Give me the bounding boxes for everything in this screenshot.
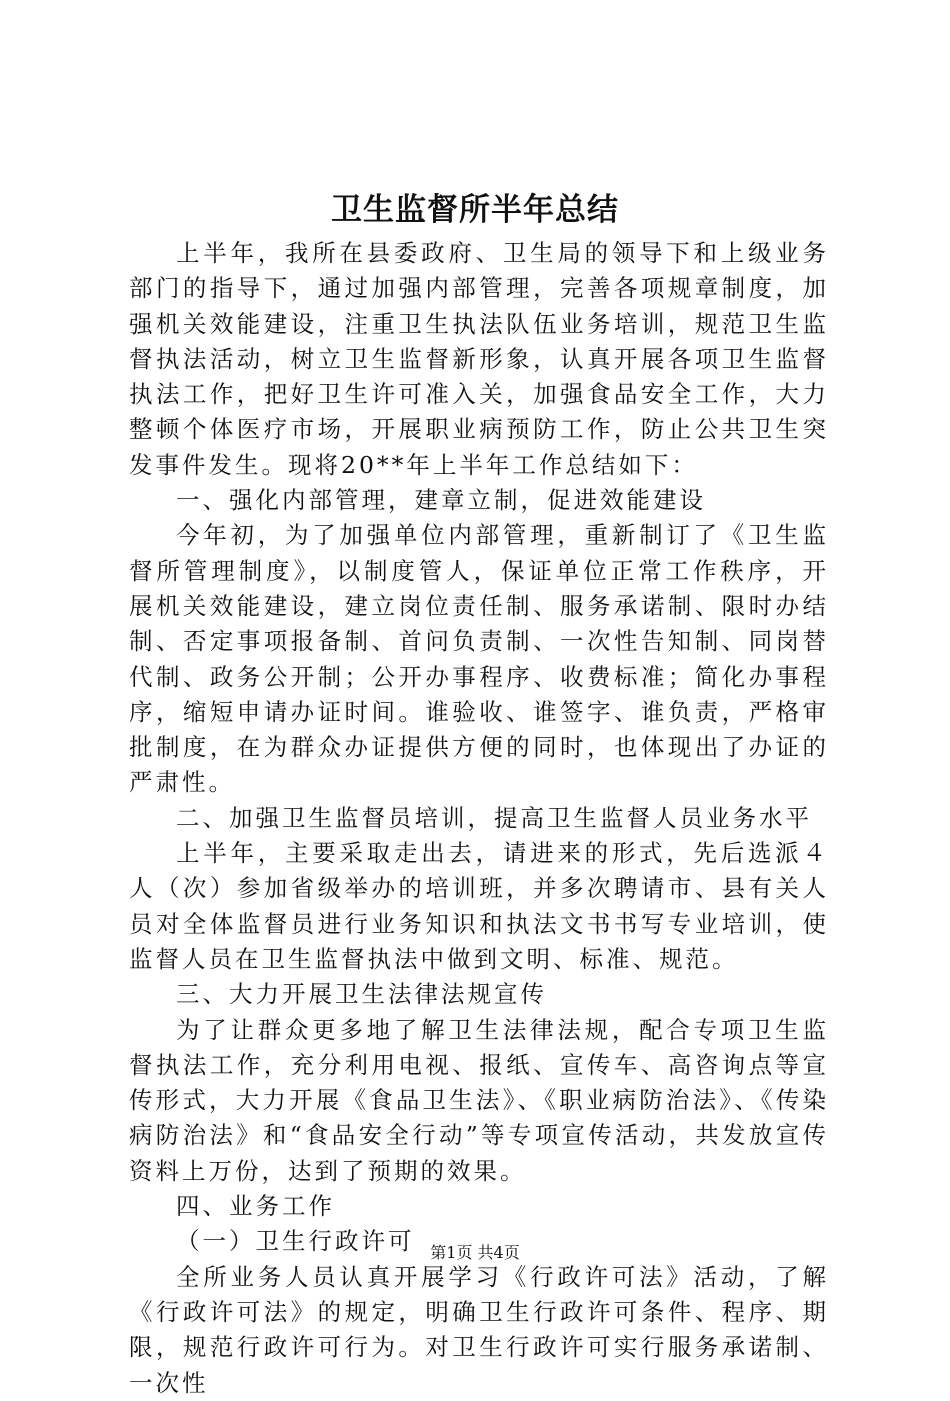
section-heading-3: 三、大力开展卫生法律法规宣传 <box>176 980 547 1009</box>
paragraph-intro: 上半年，我所在县委政府、卫生局的领导下和上级业务部门的指导下，通过加强内部管理，完善各项规章制度，加强机关效能建设，注重卫生执法队伍业务培训，规范卫生监督执法活动，树立卫生监督新形象，认真开展各项卫生监督执法工作，把好卫生许可准入关，加强食品安全工作，大力整顿个体医疗市场，开展职业病预防工作，防止公共卫生突发事件发生。现将20**年上半年工作总结如下： <box>129 239 829 479</box>
subsection-heading-4-1: （一）卫生行政许可 <box>176 1227 415 1256</box>
document-title: 卫生监督所半年总结 <box>331 192 619 228</box>
paragraph-section-3: 为了让群众更多地了解卫生法律法规，配合专项卫生监督执法工作，充分利用电视、报纸、宣传车、高咨询点等宣传形式，大力开展《食品卫生法》、《职业病防治法》、《传染病防治法》和“食品安全行动”等专项宣传活动，共发放宣传资料上万份，达到了预期的效果。 <box>129 1015 829 1185</box>
paragraph-section-2: 上半年，主要采取走出去，请进来的形式，先后选派４人（次）参加省级举办的培训班，并多次聘请市、县有关人员对全体监督员进行业务知识和执法文书书写专业培训，使监督人员在卫生监督执法中做到文明、标准、规范。 <box>129 839 829 973</box>
paragraph-subsection-4-1: 全所业务人员认真开展学习《行政许可法》活动，了解《行政许可法》的规定，明确卫生行政许可条件、程序、期限，规范行政许可行为。对卫生行政许可实行服务承诺制、一次性 <box>129 1262 829 1397</box>
paragraph-section-1: 今年初，为了加强单位内部管理，重新制订了《卫生监督所管理制度》，以制度管人，保证单位正常工作秩序，开展机关效能建设，建立岗位责任制、服务承诺制、限时办结制、否定事项报备制、首问负责制、一次性告知制、同岗替代制、政务公开制；公开办事程序、收费标准；简化办事程序，缩短申请办证时间。谁验收、谁签字、谁负责，严格审批制度，在为群众办证提供方便的同时，也体现出了办证的严肃性。 <box>129 521 829 797</box>
section-heading-4: 四、业务工作 <box>176 1192 335 1221</box>
section-heading-2: 二、加强卫生监督员培训，提高卫生监督人员业务水平 <box>176 803 812 832</box>
page-footer: 第1页 共4页 <box>430 1243 520 1262</box>
section-heading-1: 一、强化内部管理，建章立制，促进效能建设 <box>176 486 706 515</box>
document-body <box>129 236 829 1401</box>
